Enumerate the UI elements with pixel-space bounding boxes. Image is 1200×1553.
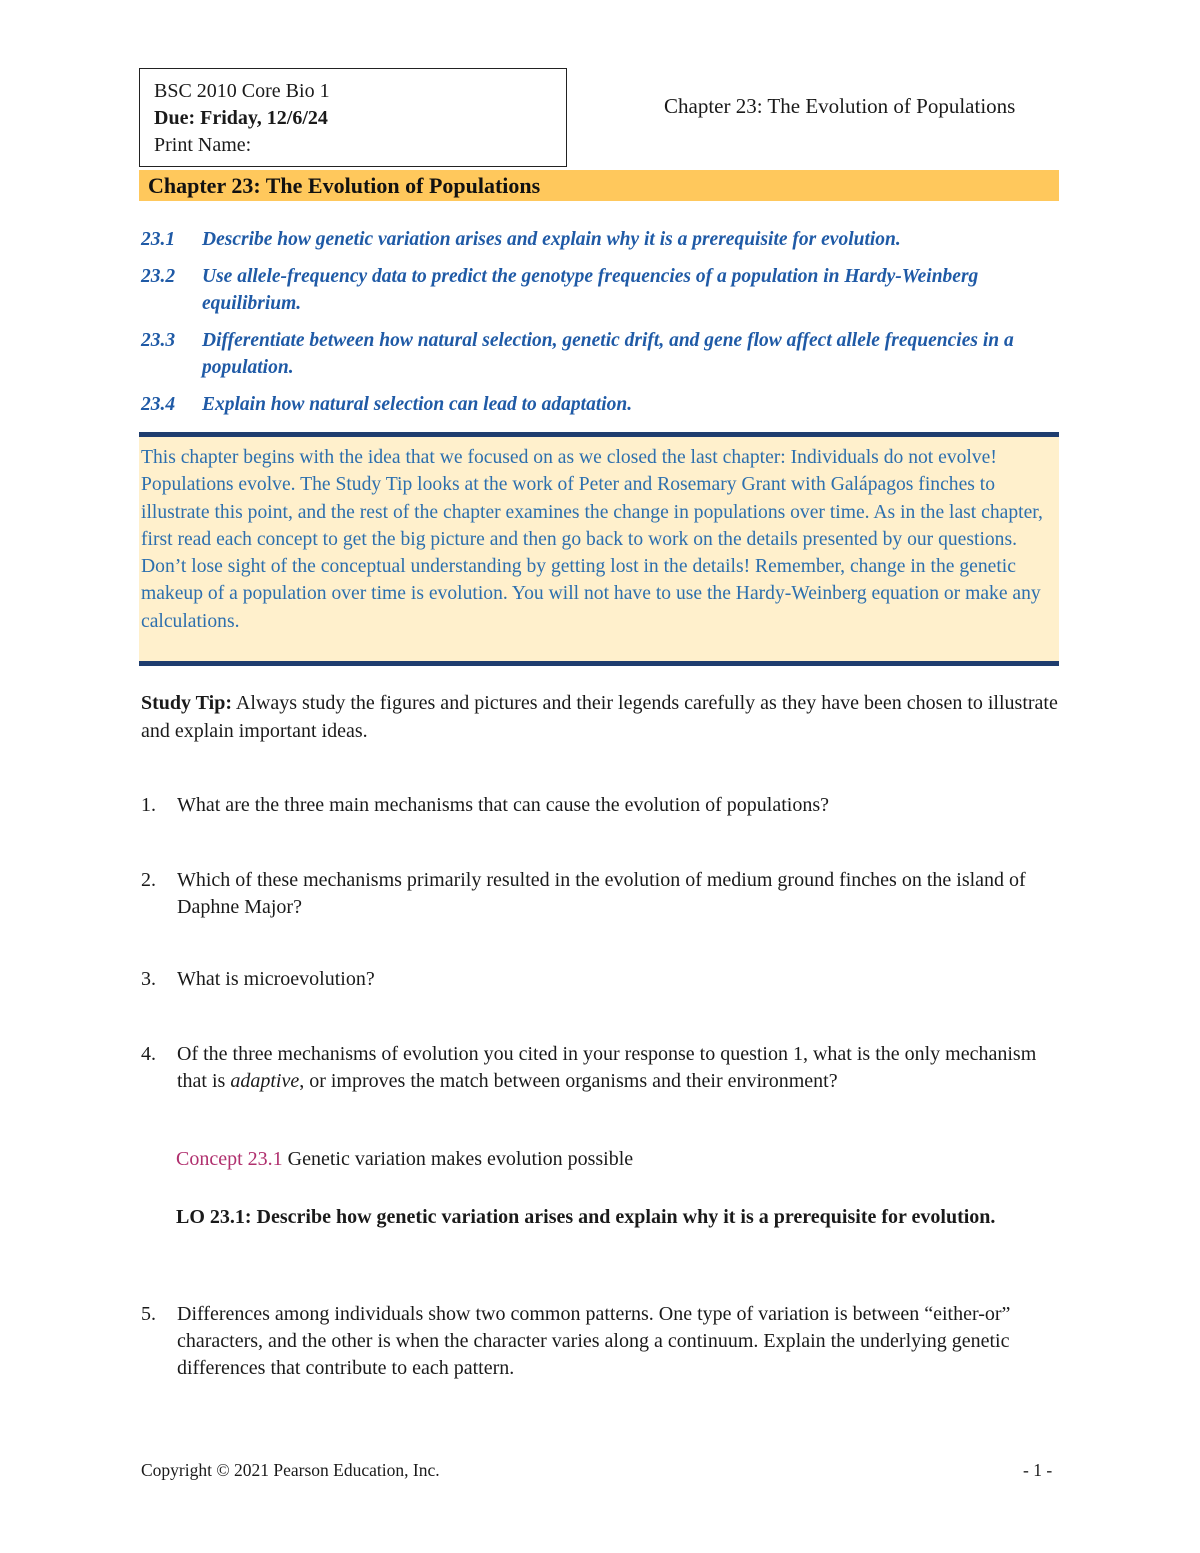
question-number: 2.	[141, 869, 156, 891]
learning-objectives	[141, 226, 1061, 428]
question-number: 1.	[141, 794, 156, 816]
learning-objective-heading: LO 23.1: Describe how genetic variation arises and explain why it is a prerequisite for evolution.	[176, 1206, 996, 1228]
due-date: Due: Friday, 12/6/24	[154, 107, 328, 129]
study-tip-label: Study Tip:	[141, 692, 232, 714]
chapter-intro-box: This chapter begins with the idea that we focused on as we closed the last chapter: Individuals do not evolve! Populations evolve. The Study Tip looks at the work of Peter and Rosemary Grant with Galápagos finches to illustrate this point, and the rest of the chapter examines the change in populations over time. As in the last chapter, first read each concept to get the big picture and then go back to work on the details presented by our questions. Don’t lose sight of the conceptual understanding by getting lost in the details! Remember, change in the genetic makeup of a population over time is evolution. You will not have to use the Hardy-Weinberg equation or make any calculations.	[139, 432, 1059, 666]
course-name: BSC 2010 Core Bio 1	[154, 80, 330, 102]
study-tip	[141, 689, 1061, 745]
objective-number: 23.3	[141, 330, 176, 351]
objective-number: 23.1	[141, 229, 176, 250]
running-title: Chapter 23: The Evolution of Populations	[664, 94, 1016, 118]
objective-item	[141, 391, 1061, 418]
question-item	[141, 1301, 1061, 1382]
concept-label: Concept 23.1	[176, 1148, 283, 1170]
concept-text: Genetic variation makes evolution possible	[282, 1148, 634, 1170]
question-number: 5.	[141, 1303, 156, 1325]
header-info-box	[139, 68, 567, 167]
objective-item	[141, 327, 1061, 381]
objective-number: 23.2	[141, 266, 176, 287]
question-item	[141, 867, 1061, 921]
question-item	[141, 1041, 1061, 1095]
question-text: Which of these mechanisms primarily resulted in the evolution of medium ground finches on the island of Daphne Major?	[177, 869, 1026, 918]
objective-text: Differentiate between how natural selection, genetic drift, and gene flow affect allele frequencies in a population.	[202, 330, 1014, 378]
question-text: Of the three mechanisms of evolution you cited in your response to question 1, what is the only mechanism that is adaptive, or improves the match between organisms and their environment?	[177, 1043, 1037, 1092]
study-tip-text: Always study the figures and pictures and their legends carefully as they have been chosen to illustrate and explain important ideas.	[141, 692, 1058, 742]
question-text: What is microevolution?	[177, 968, 375, 990]
objective-number: 23.4	[141, 394, 176, 415]
question-item	[141, 792, 1061, 819]
concept-heading	[176, 1148, 633, 1171]
question-number: 4.	[141, 1043, 156, 1065]
objective-item	[141, 226, 1061, 253]
copyright-footer: Copyright © 2021 Pearson Education, Inc.	[141, 1460, 440, 1480]
print-name-label: Print Name:	[154, 134, 252, 156]
question-number: 3.	[141, 968, 156, 990]
objective-text: Use allele-frequency data to predict the genotype frequencies of a population in Hardy-Weinberg equilibrium.	[202, 266, 979, 314]
objective-text: Describe how genetic variation arises and explain why it is a prerequisite for evolution.	[202, 229, 901, 250]
objective-item	[141, 263, 1061, 317]
chapter-title: Chapter 23: The Evolution of Populations	[139, 170, 1059, 201]
question-text: Differences among individuals show two common patterns. One type of variation is between “either-or” characters, and the other is when the character varies along a continuum. Explain the underlying genetic differences that contribute to each pattern.	[177, 1303, 1011, 1379]
question-item	[141, 966, 1061, 993]
objective-text: Explain how natural selection can lead to adaptation.	[202, 394, 633, 415]
page-number: - 1 -	[1023, 1460, 1053, 1480]
question-text: What are the three main mechanisms that can cause the evolution of populations?	[177, 794, 829, 816]
